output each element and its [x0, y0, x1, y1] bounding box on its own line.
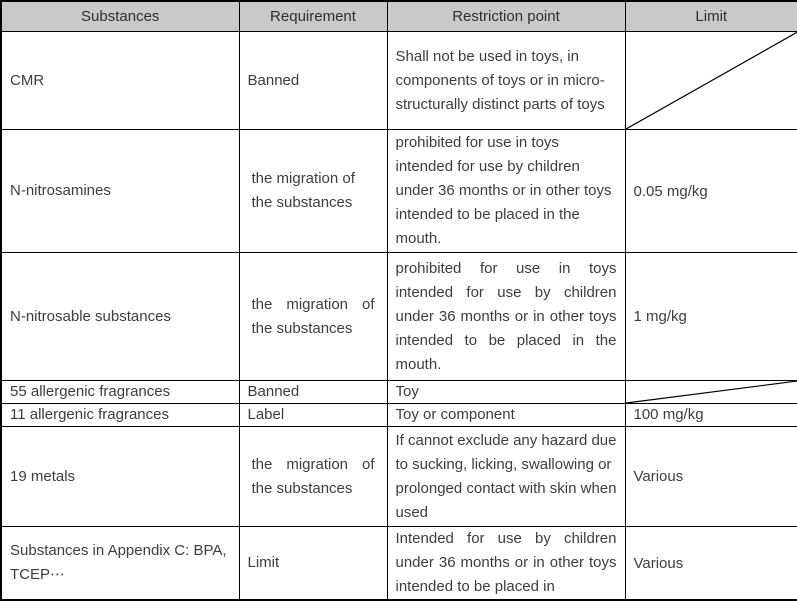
cell-requirement: the migration of the substances [239, 253, 387, 381]
cell-substance: 55 allergenic fragrances [1, 381, 239, 404]
cell-restriction-point: prohibited for use in toys intended for use by children under 36 months or in other toys intended to be placed in the mouth. [387, 253, 625, 381]
table-row-n-nitrosamines [1, 130, 797, 253]
header-row [1, 1, 797, 32]
cell-restriction-point: Toy [387, 381, 625, 404]
diagonal-line-icon [626, 32, 797, 129]
cell-limit: 0.05 mg/kg [625, 130, 797, 253]
cell-substance: 11 allergenic fragrances [1, 404, 239, 427]
cell-restriction-point: If cannot exclude any hazard due to sucking, licking, swallowing or prolonged contact with skin when used [387, 427, 625, 527]
cell-substance: 19 metals [1, 427, 239, 527]
cell-limit: 1 mg/kg [625, 253, 797, 381]
cell-limit: 100 mg/kg [625, 404, 797, 427]
cell-requirement: Limit [239, 527, 387, 601]
cell-requirement: the migration of the substances [239, 427, 387, 527]
cell-substance: N-nitrosamines [1, 130, 239, 253]
cell-limit: Various [625, 527, 797, 601]
table-row-n-nitrosable-substances [1, 253, 797, 381]
cell-requirement: the migration of the substances [239, 130, 387, 253]
table-row-11-allergenic-fragrances [1, 404, 797, 427]
cell-requirement: Banned [239, 32, 387, 130]
cell-limit: Various [625, 427, 797, 527]
cell-limit-not-applicable [625, 381, 797, 404]
cell-substance: CMR [1, 32, 239, 130]
cell-requirement: Banned [239, 381, 387, 404]
column-header-limit: Limit [625, 1, 797, 32]
diagonal-line-icon [626, 381, 797, 403]
cell-restriction-point: prohibited for use in toys intended for use by children under 36 months or in other toys intended to be placed in the mouth. [387, 130, 625, 253]
table-row-cmr [1, 32, 797, 130]
column-header-requirement: Requirement [239, 1, 387, 32]
cell-restriction-point: Shall not be used in toys, in components of toys or in micro-structurally distinct parts of toys [387, 32, 625, 130]
table-row-appendix-c-substances [1, 527, 797, 601]
cell-requirement: Label [239, 404, 387, 427]
cell-substance: Substances in Appendix C: BPA, TCEP⋯ [1, 527, 239, 601]
column-header-substances: Substances [1, 1, 239, 32]
table-row-55-allergenic-fragrances [1, 381, 797, 404]
column-header-restriction-point: Restriction point [387, 1, 625, 32]
cell-limit-not-applicable [625, 32, 797, 130]
table-row-19-metals [1, 427, 797, 527]
cell-restriction-point: Toy or component [387, 404, 625, 427]
cell-substance: N-nitrosable substances [1, 253, 239, 381]
cell-restriction-point: Intended for use by children under 36 months or in other toys intended to be placed in [387, 527, 625, 601]
